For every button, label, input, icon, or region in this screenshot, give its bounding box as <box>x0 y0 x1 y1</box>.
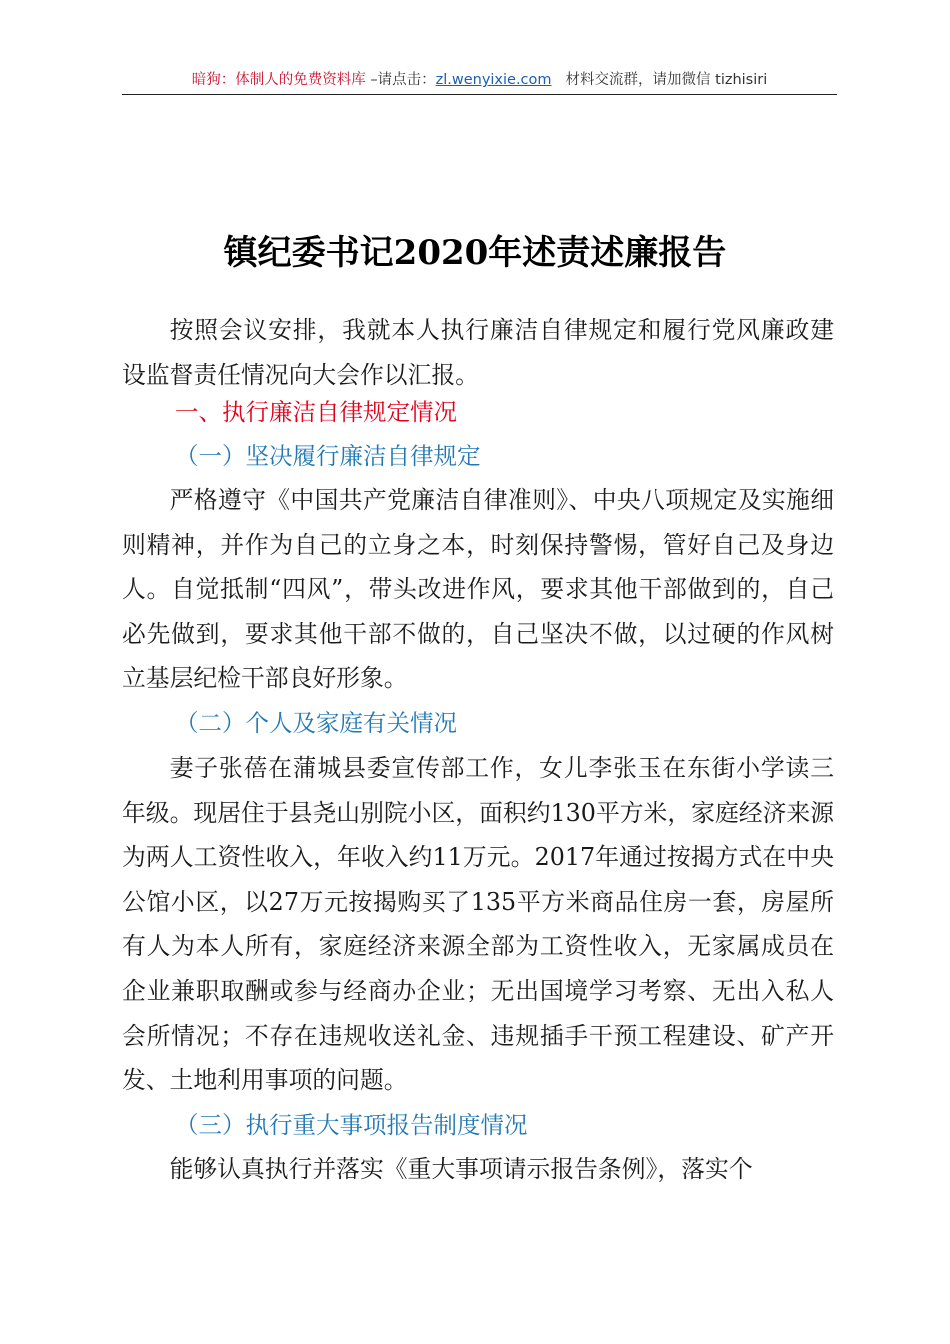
subsection-heading-3: （三）执行重大事项报告制度情况 <box>175 1111 528 1139</box>
header-wechat-note: 材料交流群，请加微信 tizhisiri <box>565 72 768 88</box>
subsection-heading-2: （二）个人及家庭有关情况 <box>175 709 457 737</box>
intro-paragraph: 按照会议安排，我就本人执行廉洁自律规定和履行党风廉政建设监督责任情况向大会作以汇报。 <box>122 316 834 389</box>
header-link[interactable]: zl.wenyixie.com <box>435 72 552 88</box>
header-click-prompt: –请点击： <box>365 72 436 88</box>
subsection-heading-1: （一）坚决履行廉洁自律规定 <box>175 442 481 470</box>
section-heading-1: 一、执行廉洁自律规定情况 <box>175 398 457 426</box>
subsection-2-paragraph: 妻子张蓓在蒲城县委宣传部工作，女儿李张玉在东街小学读三年级。现居住于县尧山别院小区，面积约130平方米，家庭经济来源为两人工资性收入，年收入约11万元。2017年通过按揭方式在中央公馆小区，以27万元按揭购买了135平方米商品住房一套，房屋所有人为本人所有，家庭经济来源全部为工资性收入，无家属成员在企业兼职取酬或参与经商办企业；无出国境学习考察、无出入私人会所情况；不存在违规收送礼金、违规插手干预工程建设、矿产开发、土地利用事项的问题。 <box>122 754 834 1095</box>
subsection-3-paragraph: 能够认真执行并落实《重大事项请示报告条例》，落实个 <box>169 1155 753 1183</box>
subsection-1-paragraph: 严格遵守《中国共产党廉洁自律准则》、中央八项规定及实施细则精神，并作为自己的立身之本，时刻保持警惕，管好自己及身边人。自觉抵制“四风”，带头改进作风，要求其他干部做到的，自己必先做到，要求其他干部不做的，自己坚决不做，以过硬的作风树立基层纪检干部良好形象。 <box>122 486 834 693</box>
header-site-name: 暗狗：体制人的免费资料库 <box>191 72 366 88</box>
document-title: 镇纪委书记2020年述责述廉报告 <box>223 233 727 273</box>
page-header <box>122 68 837 95</box>
